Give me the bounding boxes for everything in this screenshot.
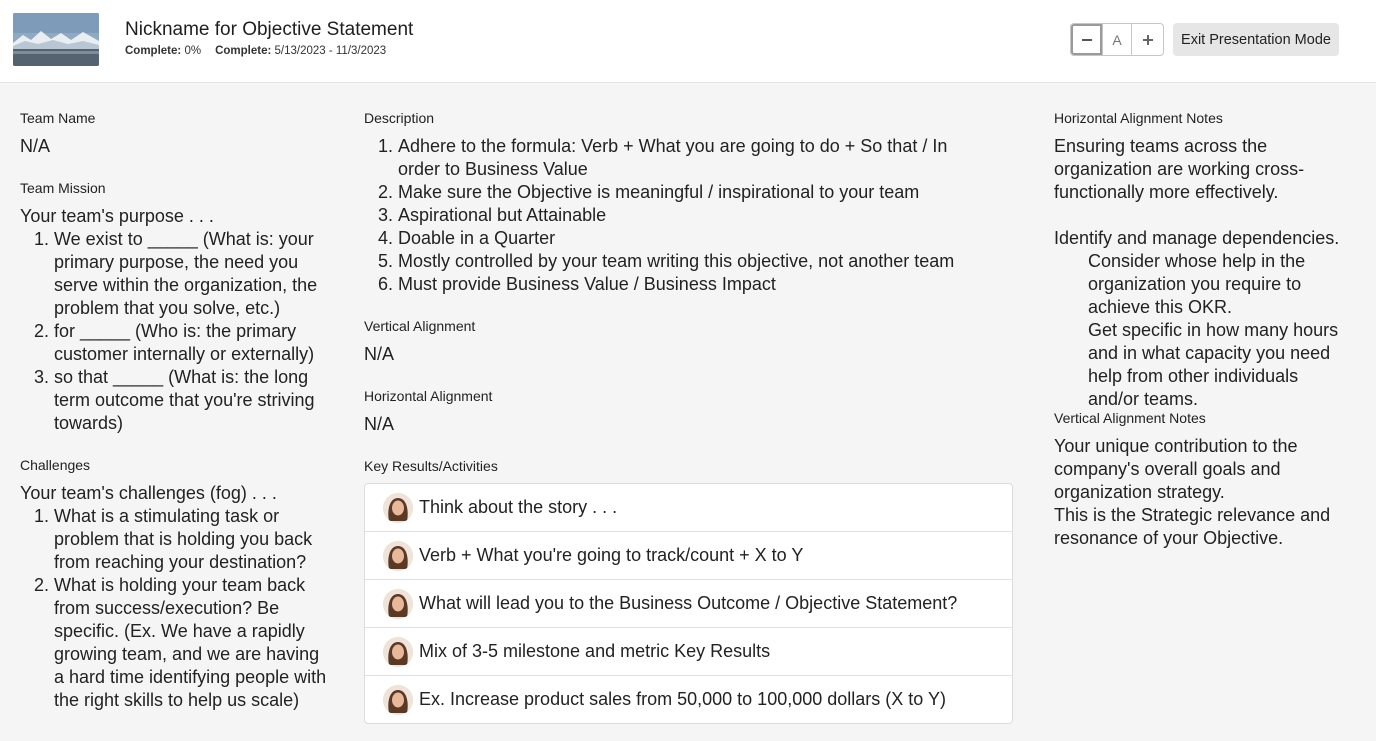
key-result-row[interactable]: [365, 628, 1012, 676]
description-list: [364, 135, 964, 296]
objective-title: Nickname for Objective Statement: [125, 19, 414, 40]
font-size-indicator: A: [1103, 23, 1132, 56]
horizontal-alignment-value: N/A: [364, 414, 395, 434]
key-result-row[interactable]: [365, 532, 1012, 580]
header-bar: [0, 0, 1376, 83]
key-results-list: [364, 483, 1013, 724]
list-item: Consider whose help in the organization you require to achieve this OKR.: [1088, 251, 1306, 317]
key-result-text: Ex. Increase product sales from 50,000 to 100,000 dollars (X to Y): [419, 689, 946, 709]
avatar: [383, 541, 413, 571]
percent-complete: Complete: 0%: [125, 45, 202, 57]
avatar: [383, 637, 413, 667]
challenges-intro: Your team's challenges (fog) . . .: [20, 483, 277, 503]
team-name-label: Team Name: [20, 110, 96, 126]
team-name-value: N/A: [20, 136, 51, 156]
horizontal-notes-para-2: Identify and manage dependencies.: [1054, 228, 1340, 248]
vertical-notes-para-2: This is the Strategic relevance and resonance of your Objective.: [1054, 505, 1331, 548]
key-result-text: Verb + What you're going to track/count + X to Y: [419, 545, 804, 565]
exit-presentation-button[interactable]: Exit Presentation Mode: [1173, 23, 1339, 56]
description-label: Description: [364, 110, 435, 126]
horizontal-alignment-notes-label: Horizontal Alignment Notes: [1054, 110, 1223, 126]
vertical-alignment-label: Vertical Alignment: [364, 318, 476, 334]
list-item: 1. What is a stimulating task or problem that is holding you back from reaching your destination?: [54, 505, 330, 574]
list-item: 1. Adhere to the formula: Verb + What you are going to do + So that / In order to Business Value: [398, 135, 964, 181]
team-mission-body: [20, 205, 330, 435]
horizontal-alignment-label: Horizontal Alignment: [364, 388, 493, 404]
key-result-row[interactable]: [365, 676, 1012, 723]
completion-meta: [125, 45, 386, 57]
objective-thumbnail-image: [13, 13, 99, 66]
avatar: [383, 685, 413, 715]
list-item: 5. Mostly controlled by your team writing this objective, not another team: [398, 250, 964, 273]
key-result-text: Mix of 3-5 milestone and metric Key Results: [419, 641, 771, 661]
key-result-text: Think about the story . . .: [419, 497, 618, 517]
team-mission-list: [20, 228, 330, 435]
list-item: 3. Aspirational but Attainable: [398, 204, 964, 227]
team-mission-intro: Your team's purpose . . .: [20, 206, 214, 226]
key-result-row[interactable]: [365, 580, 1012, 628]
list-item: 4. Doable in a Quarter: [398, 227, 964, 250]
minus-icon: [1081, 34, 1093, 46]
key-results-label: Key Results/Activities: [364, 458, 498, 474]
vertical-alignment-notes-body: [1054, 435, 1354, 550]
list-item: 2. What is holding your team back from success/execution? Be specific. (Ex. We have a rapidly growing team, and we are having a hard time identifying people with the right skills to help us scale): [54, 574, 330, 712]
challenges-body: [20, 482, 330, 712]
vertical-alignment-value: N/A: [364, 344, 395, 364]
date-range: Complete: 5/13/2023 - 11/3/2023: [215, 45, 387, 57]
list-item: 2. Make sure the Objective is meaningful / inspirational to your team: [398, 181, 964, 204]
increase-font-button[interactable]: [1132, 23, 1164, 56]
list-item: 6. Must provide Business Value / Business Impact: [398, 273, 964, 296]
team-mission-label: Team Mission: [20, 180, 106, 196]
list-item: 2. for _____ (Who is: the primary customer internally or externally): [54, 320, 330, 366]
description-body: [364, 135, 964, 296]
vertical-notes-para-1: Your unique contribution to the company's overall goals and organization strategy.: [1054, 436, 1298, 502]
list-item: 1. We exist to _____ (What is: your primary purpose, the need you serve within the organization, the problem that you solve, etc.): [54, 228, 330, 320]
avatar: [383, 493, 413, 523]
challenges-label: Challenges: [20, 457, 91, 473]
horizontal-notes-list: [1054, 250, 1354, 411]
list-item: Get specific in how many hours and in what capacity you need help from other individuals and/or teams.: [1088, 320, 1339, 409]
decrease-font-button[interactable]: [1070, 23, 1103, 56]
font-size-control: [1070, 23, 1164, 56]
challenges-list: [20, 505, 330, 712]
list-item: 3. so that _____ (What is: the long term outcome that you're striving towards): [54, 366, 330, 435]
key-result-text: What will lead you to the Business Outcome / Objective Statement?: [419, 593, 958, 613]
vertical-alignment-notes-label: Vertical Alignment Notes: [1054, 410, 1206, 426]
avatar: [383, 589, 413, 619]
plus-icon: [1142, 34, 1154, 46]
horizontal-alignment-notes-body: [1054, 135, 1354, 411]
horizontal-notes-para-1: Ensuring teams across the organization are working cross-functionally more effectively.: [1054, 136, 1305, 202]
key-result-row[interactable]: [365, 484, 1012, 532]
